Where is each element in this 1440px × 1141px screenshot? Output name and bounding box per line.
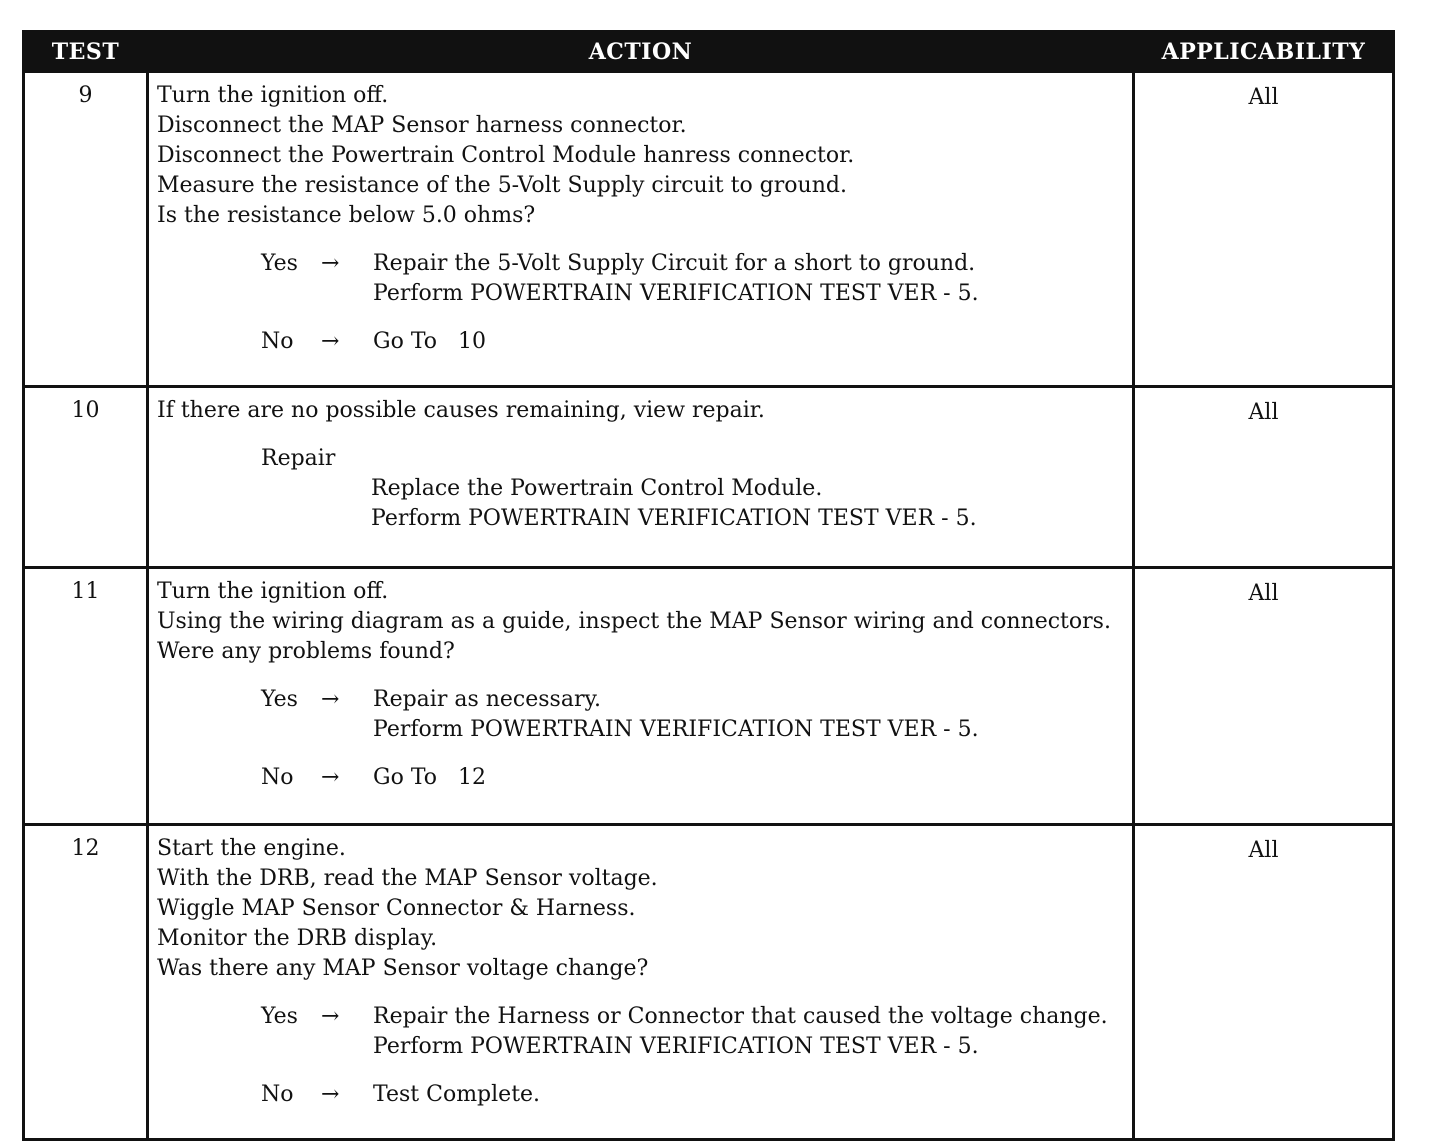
no-result: Go To 10 — [373, 329, 486, 354]
yes-result — [373, 1002, 1108, 1062]
repair-line: Replace the Powertrain Control Module. — [371, 476, 823, 501]
question-text: Was there any MAP Sensor voltage change? — [157, 956, 649, 981]
no-branch — [261, 327, 1124, 357]
yes-branch — [261, 1002, 1124, 1062]
no-label: No — [261, 329, 294, 354]
step-text: Disconnect the MAP Sensor harness connector. — [157, 113, 687, 138]
test-number: 12 — [24, 825, 148, 1140]
step-text: Using the wiring diagram as a guide, inspect the MAP Sensor wiring and connectors. — [157, 609, 1111, 634]
no-result: Go To 12 — [373, 765, 486, 790]
header-row — [24, 32, 1394, 72]
no-result: Test Complete. — [373, 1082, 541, 1107]
repair-label: Repair — [261, 446, 336, 471]
action-cell — [148, 387, 1134, 568]
step-text: Wiggle MAP Sensor Connector & Harness. — [157, 896, 636, 921]
yes-branch — [261, 249, 1124, 309]
header-applicability: APPLICABILITY — [1134, 32, 1394, 72]
arrow-right-icon: → — [321, 687, 340, 712]
result-line: Repair as necessary. — [373, 687, 601, 712]
applicability-cell: All — [1134, 387, 1394, 568]
action-cell — [148, 72, 1134, 387]
action-cell — [148, 568, 1134, 825]
test-number: 10 — [24, 387, 148, 568]
step-text: Turn the ignition off. — [157, 83, 389, 108]
no-branch — [261, 763, 1124, 793]
repair-line: Perform POWERTRAIN VERIFICATION TEST VER - 5. — [371, 506, 977, 531]
diagnostic-test-table — [22, 30, 1395, 1141]
result-line: Repair the 5-Volt Supply Circuit for a short to ground. — [373, 251, 976, 276]
header-action: ACTION — [148, 32, 1134, 72]
table-row — [24, 72, 1394, 387]
arrow-right-icon: → — [321, 1082, 340, 1107]
result-line: Perform POWERTRAIN VERIFICATION TEST VER - 5. — [373, 717, 979, 742]
no-label: No — [261, 1082, 294, 1107]
yes-result — [373, 685, 979, 745]
test-number: 11 — [24, 568, 148, 825]
yes-label: Yes — [261, 687, 298, 712]
yes-label: Yes — [261, 251, 298, 276]
no-label: No — [261, 765, 294, 790]
question-text: Is the resistance below 5.0 ohms? — [157, 203, 536, 228]
table-row — [24, 825, 1394, 1140]
action-cell — [148, 825, 1134, 1140]
applicability-cell: All — [1134, 825, 1394, 1140]
table-row — [24, 568, 1394, 825]
result-line: Perform POWERTRAIN VERIFICATION TEST VER - 5. — [373, 1034, 979, 1059]
result-line: Perform POWERTRAIN VERIFICATION TEST VER - 5. — [373, 281, 979, 306]
result-line: Repair the Harness or Connector that caused the voltage change. — [373, 1004, 1108, 1029]
table-row — [24, 387, 1394, 568]
step-text: Turn the ignition off. — [157, 579, 389, 604]
step-text: Measure the resistance of the 5-Volt Supply circuit to ground. — [157, 173, 847, 198]
arrow-right-icon: → — [321, 329, 340, 354]
arrow-right-icon: → — [321, 1004, 340, 1029]
step-text: If there are no possible causes remaining, view repair. — [157, 398, 765, 423]
yes-result — [373, 249, 979, 309]
header-test: TEST — [24, 32, 148, 72]
arrow-right-icon: → — [321, 251, 340, 276]
yes-label: Yes — [261, 1004, 298, 1029]
no-branch — [261, 1080, 1124, 1110]
applicability-cell: All — [1134, 72, 1394, 387]
step-text: Monitor the DRB display. — [157, 926, 438, 951]
arrow-right-icon: → — [321, 765, 340, 790]
step-text: Disconnect the Powertrain Control Module hanress connector. — [157, 143, 855, 168]
step-text: Start the engine. — [157, 836, 346, 861]
question-text: Were any problems found? — [157, 639, 455, 664]
step-text: With the DRB, read the MAP Sensor voltage. — [157, 866, 658, 891]
test-number: 9 — [24, 72, 148, 387]
yes-branch — [261, 685, 1124, 745]
applicability-cell: All — [1134, 568, 1394, 825]
